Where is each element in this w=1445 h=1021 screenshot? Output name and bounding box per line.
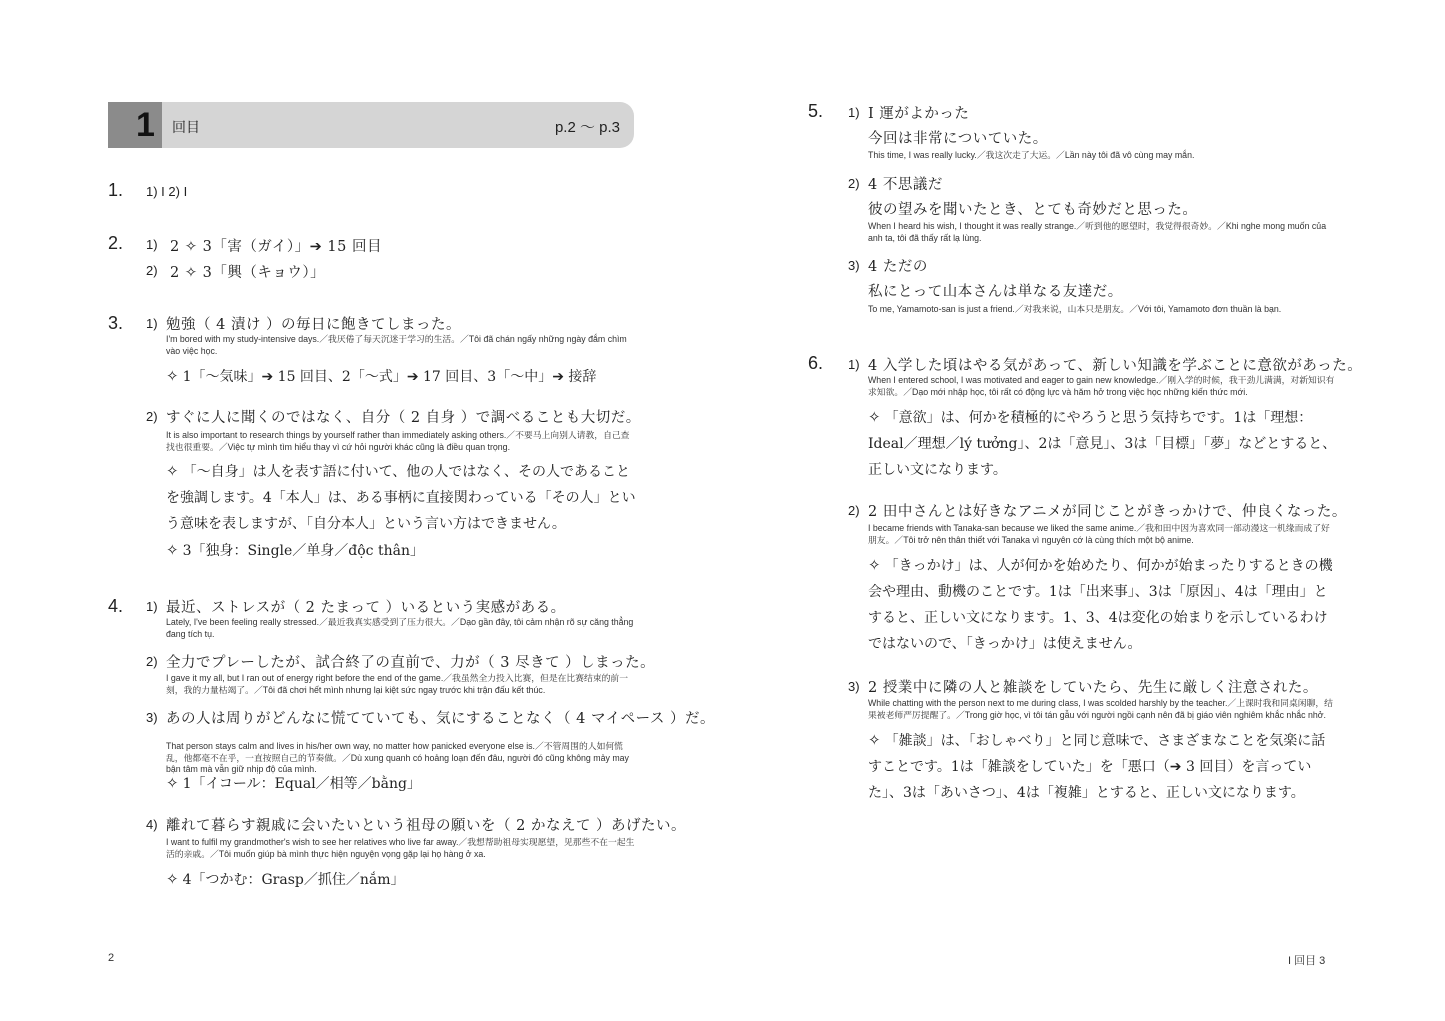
- explanation-note: [166, 363, 636, 390]
- explanation-note: [166, 537, 636, 564]
- item-number: 1): [146, 599, 158, 614]
- sentence: 今回は非常についていた。: [868, 131, 1048, 147]
- item-number: 3): [848, 679, 860, 694]
- explanation-note: [166, 770, 636, 797]
- sentence: 2 授業中に隣の人と雑談をしていたら、先生に厳しく注意された。: [868, 680, 1318, 696]
- sentence: 最近、ストレスが（ 2 たまって ）いるという実感がある。: [166, 600, 566, 616]
- translation: Lately, I've been feeling really stressed.／最近我真实感受到了压力很大。／Dạo gần đây, tôi cảm nhận rõ sự căng thẳng đang tích tụ.: [166, 617, 634, 639]
- sparkle-icon: ✧: [166, 462, 179, 480]
- translation: I'm bored with my study-intensive days.／我厌倦了每天沉迷于学习的生活。／Tôi đã chán ngấy những ngày đắm chìm vào việc học.: [166, 334, 627, 356]
- question-number: 4.: [108, 596, 124, 616]
- sentence: 離れて暮らす親戚に会いたいという祖母の願いを（ 2 かなえて ）あげたい。: [166, 818, 687, 834]
- item-number: 1): [848, 105, 860, 120]
- explanation-note: [166, 866, 636, 893]
- answer-line: 4 不思議だ: [868, 177, 943, 193]
- note-text: 「意欲」は、何かを積極的にやろうと思う気持ちです。1は「理想：Ideal／理想／lý tưởng」、2は「意見」、3は「目標」「夢」などとすると、正しい文になります。: [868, 410, 1337, 478]
- answer-line: 2 ✧ 3「害（ガイ）」➔ 15 回目: [170, 239, 382, 255]
- item-number: 2): [848, 503, 860, 518]
- item-number: 1): [146, 237, 158, 252]
- page-footer: I 回目 3: [1288, 955, 1326, 967]
- note-text: 3「独身：Single／单身／độc thân」: [182, 543, 424, 559]
- explanation-note: [868, 727, 1338, 806]
- header-number: 1: [136, 106, 155, 144]
- note-text: 1「イコール：Equal／相等／bằng」: [182, 776, 421, 792]
- question-number: 1.: [108, 180, 124, 200]
- translation: It is also important to research things by yourself rather than immediately asking others.／不要马上向别人请教，自己查找也很重要。／Việc tự mình tìm hiểu thay vì cứ hỏi người khác cũng là điều quan trọng.: [166, 430, 630, 452]
- sentence: 4 入学した頃はやる気があって、新しい知識を学ぶことに意欲があった。: [868, 358, 1363, 374]
- sentence: すぐに人に聞くのではなく、自分（ 2 自身 ）で調べることも大切だ。: [166, 410, 641, 426]
- answer-line: 1) I 2) I: [146, 184, 188, 199]
- sparkle-icon: ✧: [166, 367, 179, 385]
- sparkle-icon: ✧: [166, 870, 179, 888]
- sparkle-icon: ✧: [868, 731, 881, 749]
- translation: To me, Yamamoto-san is just a friend.／对我来说，山本只是朋友。／Với tôi, Yamamoto đơn thuần là bạn.: [868, 304, 1282, 314]
- right-page: [722, 0, 1445, 1021]
- translation: While chatting with the person next to me during class, I was scolded harshly by the teacher.／上课时我和同桌闲聊，结果被老师严厉提醒了。／Trong giờ học, vì tôi tán gẫu với người ngồi cạnh nên đã bị giáo viên nghiêm khắc nhắc nhở.: [868, 698, 1333, 720]
- sentence: 2 田中さんとは好きなアニメが同じことがきっかけで、仲良くなった。: [868, 504, 1347, 520]
- explanation-note: [868, 552, 1338, 657]
- explanation-note: [868, 404, 1338, 483]
- translation: This time, I was really lucky.／我这次走了大运。／Lần này tôi đã vô cùng may mắn.: [868, 150, 1195, 160]
- translation: I became friends with Tanaka-san because we liked the same anime.／我和田中因为喜欢同一部动漫这一机缘而成了好朋友。／Tôi trở nên thân thiết với Tanaka vì nguyên cớ là cùng thích một bộ anime.: [868, 523, 1330, 545]
- note-text: 「きっかけ」は、人が何かを始めたり、何かが始まったりするときの機会や理由、動機のことです。1は「出来事」、3は「原因」、4は「理由」とすると、正しい文になります。1、3、4は変化の始まりを示しているわけではないので、「きっかけ」は使えません。: [868, 558, 1333, 652]
- item-number: 4): [146, 817, 158, 832]
- item-number: 2): [146, 654, 158, 669]
- answer-line: I 運がよかった: [868, 106, 970, 122]
- item-number: 2): [146, 409, 158, 424]
- translation: That person stays calm and lives in his/her own way, no matter how panicked everyone else is.／不管周围的人如何慌乱，他都毫不在乎，一直按照自己的节奏做。／Dù xung quanh có hoảng loạn đến đâu, người đó cũng không mảy may bận tâm mà vẫn giữ nhịp độ của mình.: [166, 741, 629, 774]
- question-number: 3.: [108, 313, 124, 333]
- item-number: 2): [146, 263, 158, 278]
- sentence: 勉強（ 4 漬け ）の毎日に飽きてしまった。: [166, 317, 462, 333]
- header-pages: p.2 ～ p.3: [554, 119, 620, 136]
- item-number: 2): [848, 176, 860, 191]
- sparkle-icon: ✧: [868, 556, 881, 574]
- sentence: 私にとって山本さんは単なる友達だ。: [868, 284, 1123, 300]
- answer-line: 4 ただの: [868, 259, 928, 275]
- sparkle-icon: ✧: [868, 408, 881, 426]
- explanation-note: [166, 458, 636, 537]
- translation: I gave it my all, but I ran out of energy right before the end of the game.／我虽然全力投入比赛，但是在比赛结束的前一刻，我的力量枯竭了。／Tôi đã chơi hết mình nhưng lại kiệt sức ngay trước khi trận đấu kết thúc.: [166, 673, 629, 695]
- sentence: 彼の望みを聞いたとき、とても奇妙だと思った。: [868, 202, 1198, 218]
- sparkle-icon: ✧: [166, 774, 179, 792]
- page-number: 2: [108, 952, 115, 964]
- note-text: 「～自身」は人を表す語に付いて、他の人ではなく、その人であることを強調します。4「本人」は、ある事柄に直接関わっている「その人」という意味を表しますが、「自分本人」という言い方はできません。: [166, 464, 636, 532]
- answer-line: 2 ✧ 3「興（キョウ）」: [170, 265, 326, 281]
- header-unit: 回目: [172, 120, 200, 136]
- section-header: [108, 102, 634, 148]
- sentence: 全力でプレーしたが、試合終了の直前で、力が（ 3 尽きて ）しまった。: [166, 655, 656, 671]
- note-text: 「雑談」は、「おしゃべり」と同じ意味で、さまざまなことを気楽に話すことです。1は「雑談をしていた」を「悪口（➔ 3 回目）を言っていた」、3は「あいさつ」、4は「複雑」とすると、正しい文になります。: [868, 733, 1326, 801]
- translation: When I heard his wish, I thought it was really strange.／听到他的愿望时，我觉得很奇妙。／Khi nghe mong muốn của anh ta, tôi đã thấy rất lạ lùng.: [868, 221, 1327, 243]
- item-number: 1): [146, 316, 158, 331]
- item-number: 3): [848, 258, 860, 273]
- note-text: 4「つかむ：Grasp／抓住／nắm」: [182, 872, 405, 888]
- question-number: 5.: [808, 101, 824, 121]
- translation: I want to fulfil my grandmother's wish to see her relatives who live far away.／我想帮助祖母实现愿望，见那些不在一起生活的亲戚。／Tôi muốn giúp bà mình thực hiện nguyện vọng gặp lại họ hàng ở xa.: [166, 837, 635, 859]
- sentence: あの人は周りがどんなに慌てていても、気にすることなく（ 4 マイペース ）だ。: [166, 711, 716, 727]
- note-text: 1「～気味」➔ 15 回目、2「～式」➔ 17 回目、3「～中」➔ 接辞: [182, 369, 597, 385]
- item-number: 1): [848, 357, 860, 372]
- sparkle-icon: ✧: [166, 541, 179, 559]
- question-number: 6.: [808, 353, 824, 373]
- item-number: 3): [146, 710, 158, 725]
- translation: When I entered school, I was motivated and eager to gain new knowledge.／刚入学的时候，我干劲儿满满，对新知识有求知欲。／Dạo mới nhập học, tôi rất có động lực và hăm hở trong việc học những kiến thức mới.: [868, 375, 1335, 397]
- left-page: [0, 0, 722, 1021]
- question-number: 2.: [108, 233, 124, 253]
